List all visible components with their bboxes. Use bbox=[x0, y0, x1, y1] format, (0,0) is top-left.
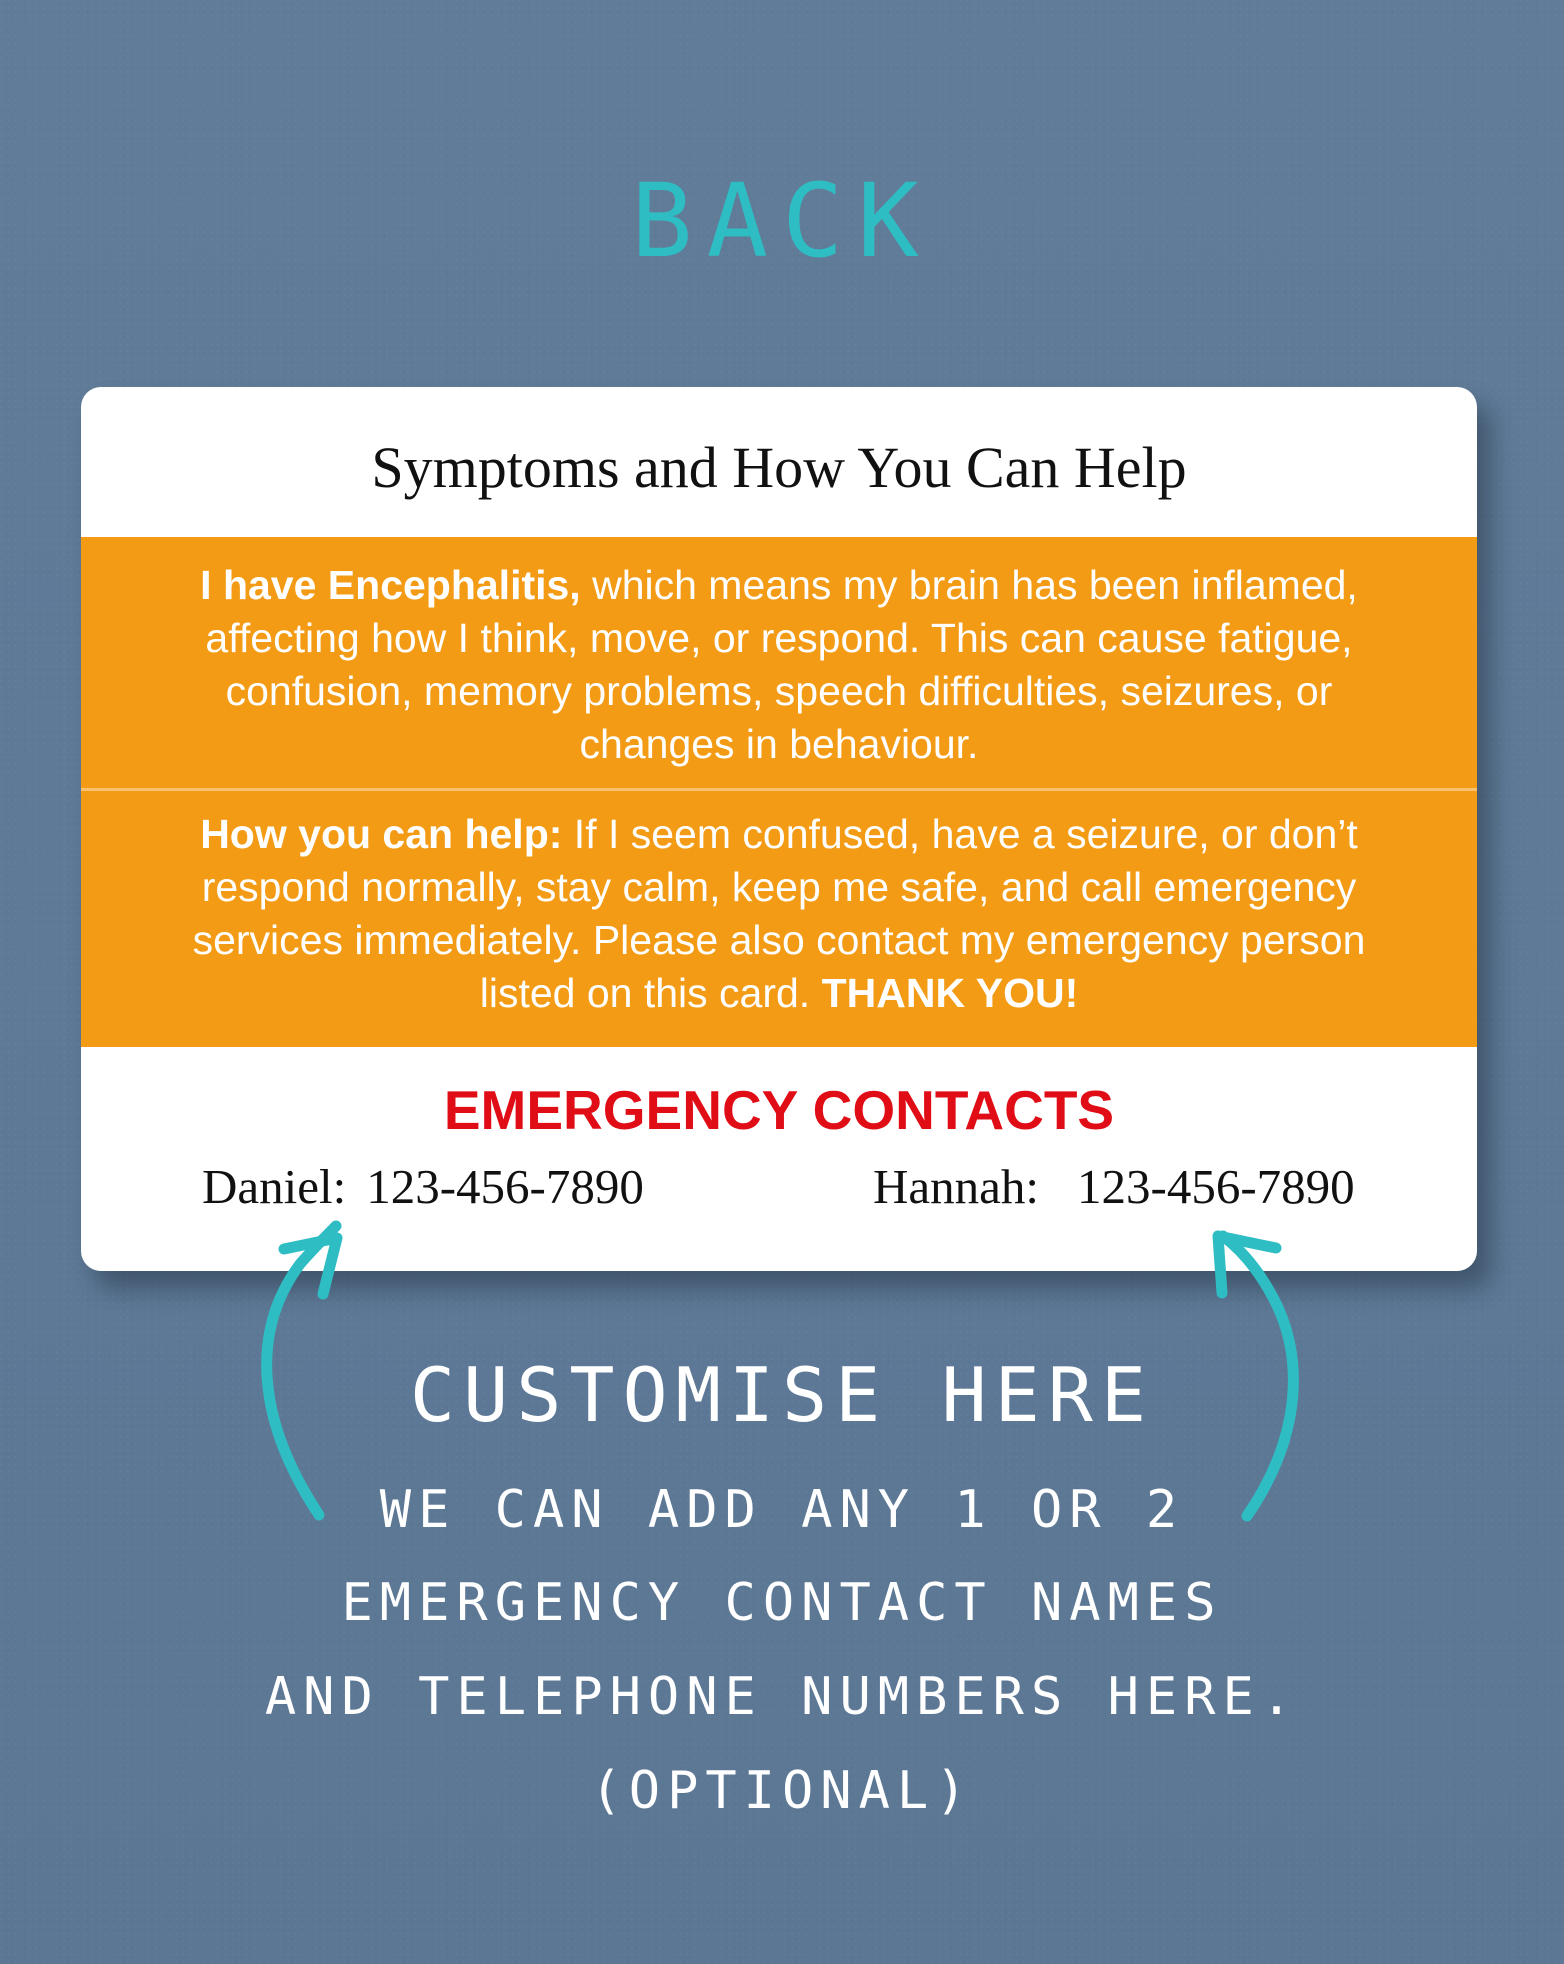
customisation-note-line: AND TELEPHONE NUMBERS HERE. bbox=[264, 1667, 1300, 1727]
help-intro: How you can help: bbox=[200, 811, 563, 857]
customisation-note-line: EMERGENCY CONTACT NAMES bbox=[341, 1573, 1223, 1633]
contact-name: Daniel: bbox=[202, 1159, 347, 1214]
condition-text: which means my brain has been inflamed, affecting how I think, move, or respond. This can cause fatigue, confusion, memory problems, speech difficulties, seizures, or changes in behaviour. bbox=[205, 562, 1358, 767]
panel-divider bbox=[81, 788, 1477, 791]
contact-name: Hannah: bbox=[873, 1159, 1039, 1214]
help-text: If I seem confused, have a seizure, or don’t respond normally, stay calm, keep me safe, and call emergency services immediately. Please also contact my emergency person listed on this card. bbox=[192, 811, 1366, 1016]
contact-phone: 123-456-7890 bbox=[366, 1159, 644, 1214]
emergency-card bbox=[81, 387, 1477, 1271]
customisation-note-line: WE CAN ADD ANY 1 OR 2 bbox=[379, 1480, 1185, 1540]
emergency-contacts-title: EMERGENCY CONTACTS bbox=[443, 1079, 1115, 1141]
condition-description bbox=[161, 559, 1397, 771]
emergency-contact-2 bbox=[873, 1159, 1355, 1214]
card-title: Symptoms and How You Can Help bbox=[371, 435, 1187, 500]
thank-you-text: THANK YOU! bbox=[821, 970, 1079, 1016]
contact-phone: 123-456-7890 bbox=[1077, 1159, 1355, 1214]
help-description bbox=[176, 808, 1382, 1020]
customisation-note-line: (OPTIONAL) bbox=[590, 1761, 974, 1821]
back-heading: BACK bbox=[631, 162, 933, 281]
emergency-contact-1 bbox=[202, 1159, 644, 1214]
symptoms-help-panel bbox=[81, 537, 1477, 1047]
customise-title: CUSTOMISE HERE bbox=[409, 1351, 1155, 1439]
condition-intro: I have Encephalitis, bbox=[200, 562, 581, 608]
